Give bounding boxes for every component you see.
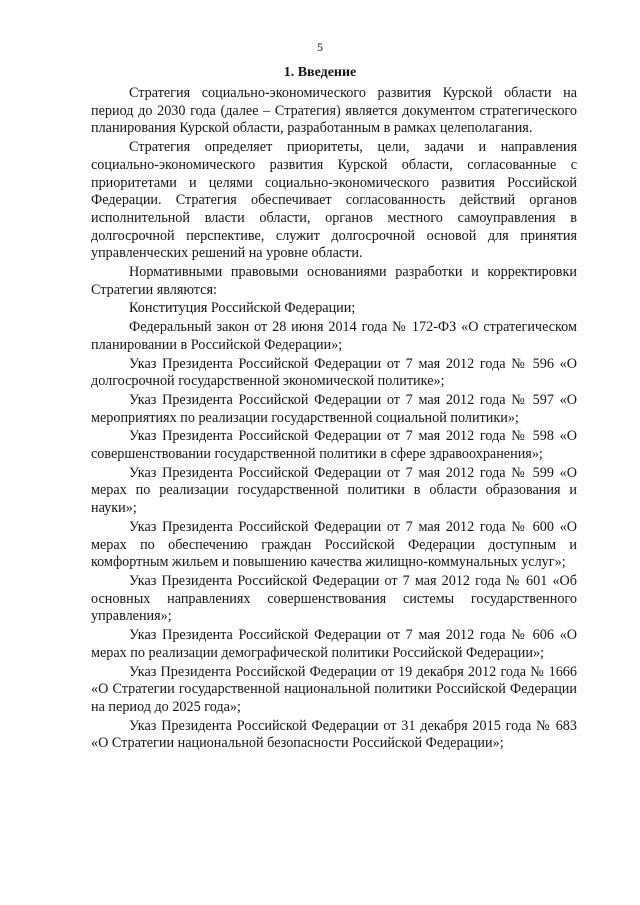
list-item-decree-597: Указ Президента Российской Федерации от 7 мая 2012 года № 597 «О мероприятиях по реализации государственной социальной политики»;	[91, 391, 577, 426]
section-heading: 1. Введение	[283, 65, 357, 80]
list-item-decree-1666: Указ Президента Российской Федерации от 19 декабря 2012 года № 1666 «О Стратегии государственной национальной политики Российской Федерации на период до 2025 года»;	[91, 663, 577, 715]
list-item-decree-600: Указ Президента Российской Федерации от 7 мая 2012 года № 600 «О мерах по обеспечению граждан Российской Федерации доступным и комфортным жильем и повышению качества жилищно-коммунальных услуг»;	[91, 518, 577, 571]
list-item-federal-law-172: Федеральный закон от 28 июня 2014 года № 172-ФЗ «О стратегическом планировании в Российской Федерации»;	[91, 319, 577, 353]
body-text	[91, 85, 577, 753]
paragraph-legal-basis-intro: Нормативными правовыми основаниями разработки и корректировки Стратегии являются:	[91, 264, 577, 298]
list-item-decree-596: Указ Президента Российской Федерации от 7 мая 2012 года № 596 «О долгосрочной государственной экономической политике»;	[91, 355, 577, 390]
list-item-decree-601: Указ Президента Российской Федерации от 7 мая 2012 года № 601 «Об основных направлениях совершенствования системы государственного управления»;	[91, 572, 577, 625]
page-number: 5	[317, 40, 323, 54]
list-item-constitution: Конституция Российской Федерации;	[129, 300, 356, 317]
list-item-decree-599: Указ Президента Российской Федерации от 7 мая 2012 года № 599 «О мерах по реализации государственной политики в области образования и науки»;	[91, 464, 577, 517]
list-item-decree-606: Указ Президента Российской Федерации от 7 мая 2012 года № 606 «О мерах по реализации демографической политики Российской Федерации»;	[91, 627, 577, 661]
list-item-decree-683: Указ Президента Российской Федерации от 31 декабря 2015 года № 683 «О Стратегии национальной безопасности Российской Федерации»;	[91, 717, 577, 752]
paragraph-strategy-priorities: Стратегия определяет приоритеты, цели, задачи и направления социально-экономического развития Курской области, согласованные с приоритетами и целями социально-экономического развития Российской Федерации. Стратегия обеспечивает согласованность действий органов исполнительной власти области, органов местного самоуправления в долгосрочной перспективе, служит долгосрочной основой для принятия управленческих решений на уровне области.	[91, 139, 577, 262]
paragraph-strategy-definition: Стратегия социально-экономического развития Курской области на период до 2030 года (далее – Стратегия) является документом стратегического планирования Курской области, разработанным в рамках целеполагания.	[91, 85, 577, 137]
list-item-decree-598: Указ Президента Российской Федерации от 7 мая 2012 года № 598 «О совершенствовании государственной политики в сфере здравоохранения»;	[91, 428, 577, 463]
